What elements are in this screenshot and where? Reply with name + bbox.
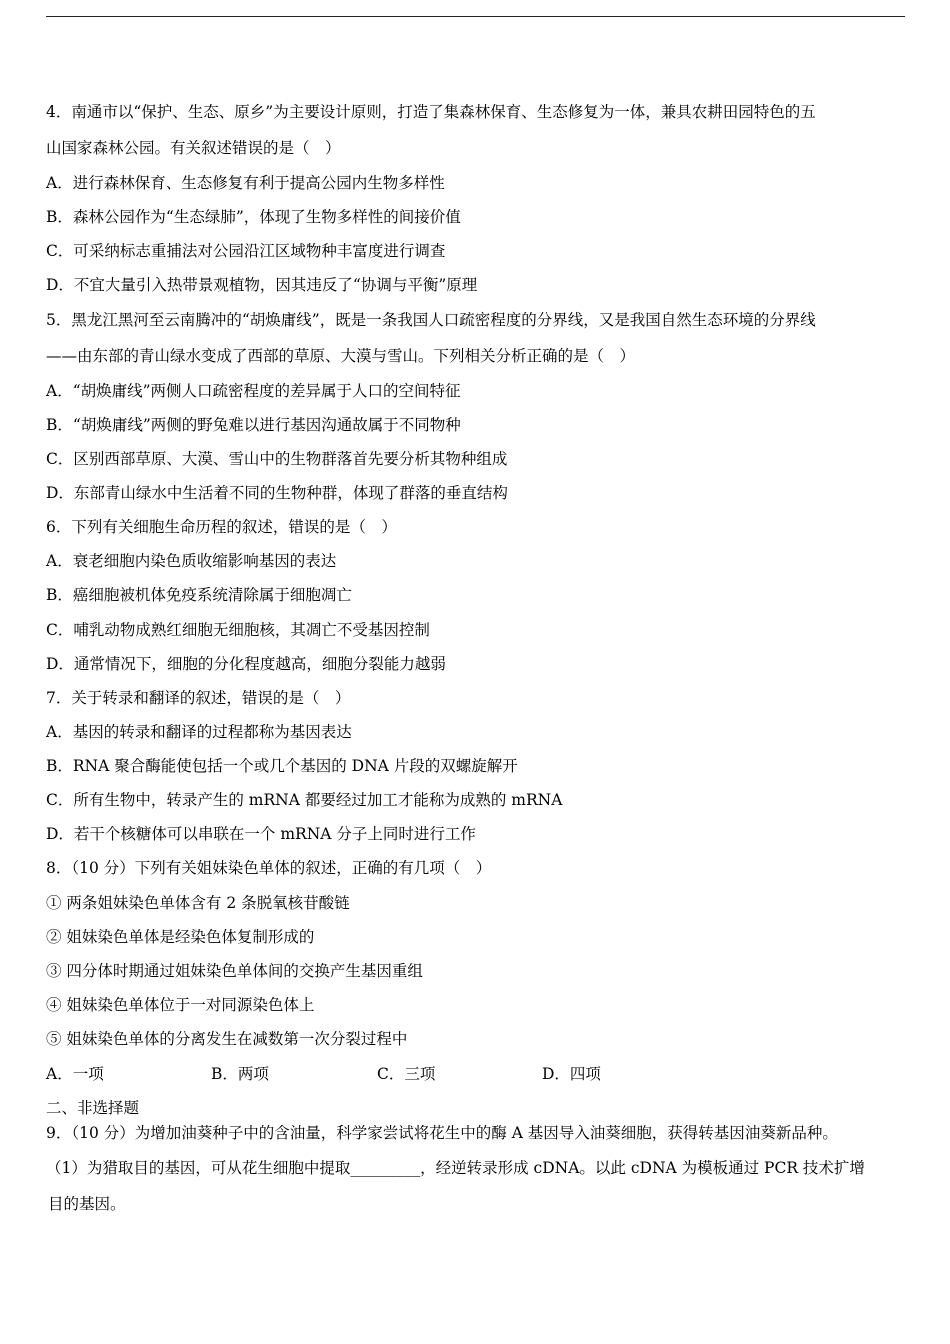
q4-stem-line-2: 山国家森林公园。有关叙述错误的是（ ）: [46, 139, 341, 157]
q8-option-d[interactable]: D．四项: [542, 1065, 601, 1083]
q8-statement-5: ⑤ 姐妹染色单体的分离发生在减数第一次分裂过程中: [46, 1030, 408, 1048]
q8-option-a[interactable]: A．一项: [46, 1065, 104, 1083]
section-title: 二、非选择题: [46, 1099, 140, 1117]
q6-stem: 6．下列有关细胞生命历程的叙述，错误的是（ ）: [46, 518, 397, 536]
q4-option-a[interactable]: A．进行森林保育、生态修复有利于提高公园内生物多样性: [46, 174, 445, 192]
q4-option-b[interactable]: B．森林公园作为“生态绿肺”，体现了生物多样性的间接价值: [46, 208, 461, 226]
q4-option-c[interactable]: C．可采纳标志重捕法对公园沿江区域物种丰富度进行调查: [46, 242, 446, 260]
q4-option-d[interactable]: D．不宜大量引入热带景观植物，因其违反了“协调与平衡”原理: [46, 276, 478, 294]
q7-option-d[interactable]: D．若干个核糖体可以串联在一个 mRNA 分子上同时进行工作: [46, 825, 476, 843]
q6-option-d[interactable]: D．通常情况下，细胞的分化程度越高，细胞分裂能力越弱: [46, 655, 446, 673]
q9-stem: 9．（10 分）为增加油葵种子中的含油量，科学家尝试将花生中的酶 A 基因导入油葵细胞，获得转基因油葵新品种。: [46, 1124, 838, 1142]
q4-stem-line-1: 4．南通市以“保护、生态、原乡”为主要设计原则，打造了集森林保育、生态修复为一体，兼具农耕田园特色的五: [46, 103, 816, 121]
q8-statement-2: ② 姐妹染色单体是经染色体复制形成的: [46, 928, 315, 946]
header-rule: [46, 16, 905, 17]
q8-options-row: [46, 1064, 746, 1084]
q8-statement-3: ③ 四分体时期通过姐妹染色单体间的交换产生基因重组: [46, 962, 423, 980]
q8-stem: 8．（10 分）下列有关姐妹染色单体的叙述，正确的有几项（ ）: [46, 859, 492, 877]
q5-option-c[interactable]: C．区别西部草原、大漠、雪山中的生物群落首先要分析其物种组成: [46, 450, 508, 468]
q5-option-d[interactable]: D．东部青山绿水中生活着不同的生物种群，体现了群落的垂直结构: [46, 484, 508, 502]
q6-option-b[interactable]: B．癌细胞被机体免疫系统清除属于细胞凋亡: [46, 586, 352, 604]
q6-option-a[interactable]: A．衰老细胞内染色质收缩影响基因的表达: [46, 552, 337, 570]
q8-option-b[interactable]: B．两项: [211, 1065, 269, 1083]
q7-option-b[interactable]: B．RNA 聚合酶能使包括一个或几个基因的 DNA 片段的双螺旋解开: [46, 757, 518, 775]
q5-stem-line-2: ——由东部的青山绿水变成了西部的草原、大漠与雪山。下列相关分析正确的是（ ）: [46, 347, 636, 365]
q8-option-c[interactable]: C．三项: [377, 1065, 436, 1083]
q6-option-c[interactable]: C．哺乳动物成熟红细胞无细胞核，其凋亡不受基因控制: [46, 621, 430, 639]
q7-stem: 7．关于转录和翻译的叙述，错误的是（ ）: [46, 689, 351, 707]
q9-sub1-line-2: 目的基因。: [48, 1195, 126, 1213]
q7-option-c[interactable]: C．所有生物中，转录产生的 mRNA 都要经过加工才能称为成熟的 mRNA: [46, 791, 563, 809]
q5-stem-line-1: 5．黑龙江黑河至云南腾冲的“胡焕庸线”，既是一条我国人口疏密程度的分界线，又是我国自然生态环境的分界线: [46, 311, 816, 329]
q8-statement-4: ④ 姐妹染色单体位于一对同源染色体上: [46, 996, 315, 1014]
q5-option-a[interactable]: A．“胡焕庸线”两侧人口疏密程度的差异属于人口的空间特征: [46, 382, 461, 400]
q8-statement-1: ① 两条姐妹染色单体含有 2 条脱氧核苷酸链: [46, 894, 350, 912]
q5-option-b[interactable]: B．“胡焕庸线”两侧的野兔难以进行基因沟通故属于不同物种: [46, 416, 461, 434]
q7-option-a[interactable]: A．基因的转录和翻译的过程都称为基因表达: [46, 723, 352, 741]
q9-sub1-line-1: （1）为猎取目的基因，可从花生细胞中提取_________，经逆转录形成 cDNA。以此 cDNA 为模板通过 PCR 技术扩增: [46, 1159, 865, 1177]
